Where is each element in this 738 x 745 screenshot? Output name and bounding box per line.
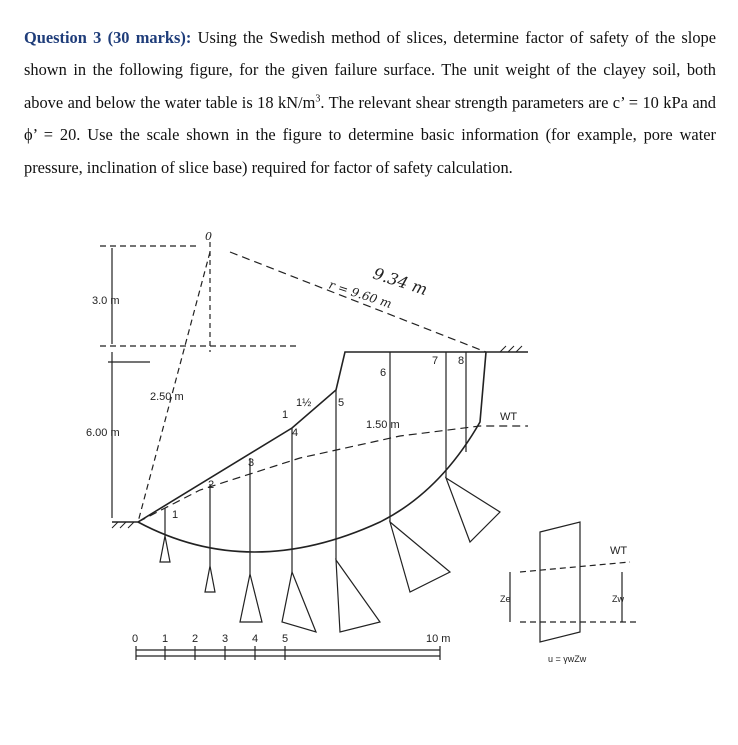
- scale-end-label: 10 m: [426, 633, 451, 645]
- radius-line-right: [230, 252, 486, 352]
- slice-number-5: 5: [338, 397, 345, 409]
- pressure-triangle-2: [205, 566, 215, 592]
- slope-ratio-side: 1: [282, 409, 289, 421]
- question-body-2: . The relevant shear strength parameters are c’ = 10 kPa and ϕ’ = 20. Use the scale shown in the figure to determine basic information (for example, pore water pressure, inclination of slice base) required for factor of safety calculation.: [24, 92, 716, 177]
- offset-right-label: 1.50 m: [366, 419, 400, 431]
- hatch-left: [112, 522, 134, 528]
- question-body-1: Using the Swedish method of slices, determine factor of safety of the slope shown in the following figure, for the given failure surface. The unit weight of the clayey soil, both above and below the water table is 18 kN/m: [24, 28, 716, 112]
- scale-bar: [136, 650, 440, 656]
- slice-number-4: 4: [292, 427, 299, 439]
- height-top-label: 3.0 m: [92, 295, 120, 307]
- slice-number-7: 7: [432, 355, 439, 367]
- pressure-triangle-6: [390, 522, 450, 592]
- inset-wt: [520, 562, 630, 572]
- slope-diagram: [0, 222, 738, 740]
- slope-ratio-top: 1½: [296, 397, 312, 409]
- slice-number-8: 8: [458, 355, 465, 367]
- scale-ticks: [136, 646, 440, 660]
- scale-tick-3: 3: [222, 633, 229, 645]
- radius-label: r = 9.60 m: [327, 277, 394, 312]
- hatch-right: [500, 346, 522, 352]
- height-slope-label: 6.00 m: [86, 427, 120, 439]
- pressure-triangle-1: [160, 536, 170, 562]
- scale-tick-0: 0: [132, 633, 139, 645]
- inset-slice: [540, 522, 580, 642]
- question-label: Question 3 (30 marks):: [24, 28, 192, 47]
- inset-zw-label: Zw: [612, 594, 624, 604]
- inset-formula: u = γwZw: [548, 654, 587, 664]
- slice-number-2: 2: [208, 479, 215, 491]
- scale-tick-4: 4: [252, 633, 259, 645]
- inset-ze-label: Ze: [500, 594, 511, 604]
- failure-arc: [138, 352, 486, 552]
- pressure-triangle-4: [282, 572, 316, 632]
- pressure-triangle-7: [446, 478, 500, 542]
- offset-left-label: 2.50 m: [150, 391, 184, 403]
- inset-wt-label: WT: [610, 545, 628, 557]
- water-table-label: WT: [500, 411, 518, 423]
- slice-number-1: 1: [172, 509, 179, 521]
- slope-figure: [0, 222, 738, 740]
- question-text: [24, 22, 716, 184]
- slice-number-3: 3: [248, 457, 255, 469]
- scale-tick-1: 1: [162, 633, 169, 645]
- radius-annotation: 9.34 m: [370, 263, 430, 300]
- center-label: 0: [205, 230, 212, 243]
- scale-tick-2: 2: [192, 633, 199, 645]
- pressure-triangle-5: [336, 560, 380, 632]
- scale-tick-5: 5: [282, 633, 289, 645]
- slice-number-6: 6: [380, 367, 387, 379]
- pressure-triangle-3: [240, 574, 262, 622]
- radius-line-left: [138, 252, 210, 522]
- unit-superscript: 3: [315, 93, 321, 105]
